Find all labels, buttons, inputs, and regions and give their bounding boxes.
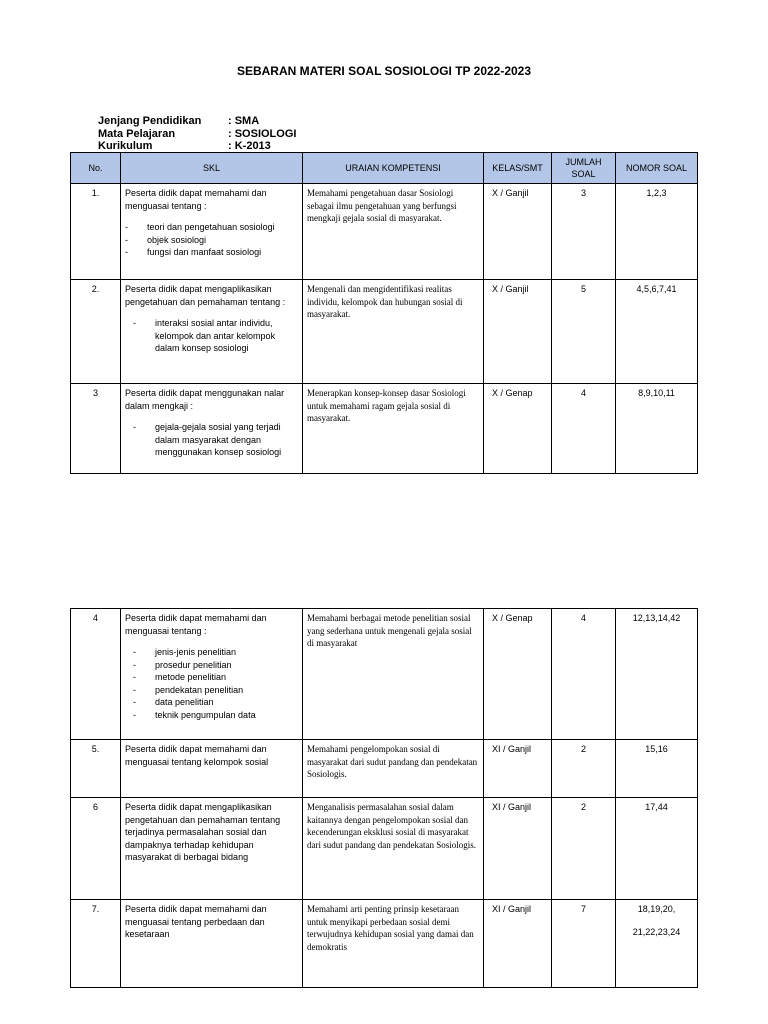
kelas-cell: X / Genap — [484, 609, 552, 740]
header-kelas: KELAS/SMT — [484, 153, 552, 184]
jumlah-cell: 2 — [552, 740, 616, 798]
meta-label: Mata Pelajaran — [98, 127, 176, 140]
uraian-cell: Memahami pengelompokan sosial di masyarakat dari sudut pandang dan pendekatan Sosiologis. — [303, 740, 484, 798]
nomor-text: 12,13,14,42 — [632, 613, 681, 623]
nomor-text: 1,2,3 — [646, 188, 667, 198]
skl-item-list — [125, 421, 298, 459]
uraian-cell: Mengenali dan mengidentifikasi realitas individu, kelompok dan hubungan sosial di masyarakat. — [303, 280, 484, 384]
skl-item: - gejala-gejala sosial yang terjadi dalam masyarakat dengan menggunakan konsep sosiologi — [133, 421, 298, 459]
meta-row-jenjang — [98, 115, 296, 128]
skl-text: Peserta didik dapat memahami dan menguasai tentang : — [125, 188, 267, 211]
table-row — [71, 740, 698, 798]
jumlah-cell: 7 — [552, 900, 616, 988]
jumlah-cell: 4 — [552, 609, 616, 740]
row-number: 6 — [71, 798, 121, 900]
skl-cell — [121, 740, 303, 798]
meta-value: : SOSIOLOGI — [228, 127, 297, 140]
skl-text: Peserta didik dapat memahami dan menguasai tentang kelompok sosial — [125, 744, 269, 767]
row-number: 2. — [71, 280, 121, 384]
uraian-cell: Memahami berbagai metode penelitian sosial yang sederhana untuk mengenali gejala sosial di masyarakat — [303, 609, 484, 740]
table-row — [71, 798, 698, 900]
row-number: 5. — [71, 740, 121, 798]
row-number: 4 — [71, 609, 121, 740]
document-title: SEBARAN MATERI SOAL SOSIOLOGI TP 2022-2023 — [236, 64, 532, 78]
jumlah-cell: 4 — [552, 384, 616, 474]
skl-item: - teknik pengumpulan data — [133, 709, 298, 722]
uraian-cell: Memahami pengetahuan dasar Sosiologi sebagai ilmu pengetahuan yang berfungsi mengkaji gejala sosial di masyarakat. — [303, 184, 484, 280]
jumlah-cell: 5 — [552, 280, 616, 384]
jumlah-cell: 2 — [552, 798, 616, 900]
skl-item: - objek sosiologi — [125, 234, 298, 247]
nomor-text: 8,9,10,11 — [638, 388, 675, 398]
nomor-cell — [616, 740, 698, 798]
table-row — [71, 900, 698, 988]
skl-text: Peserta didik dapat mengaplikasikan pengetahuan dan pemahaman tentang terjadinya permasalahan sosial dan dampaknya terhadap kehidupan masyarakat di berbagai bidang — [125, 802, 281, 862]
row-number: 3 — [71, 384, 121, 474]
skl-text: Peserta didik dapat menggunakan nalar dalam mengkaji : — [125, 388, 285, 411]
sebaran-table-page1 — [70, 152, 698, 474]
nomor-text: 15,16 — [645, 744, 668, 754]
header-uraian: URAIAN KOMPETENSI — [303, 153, 484, 184]
header-jumlah: JUMLAH SOAL — [552, 153, 616, 184]
skl-item: - teori dan pengetahuan sosiologi — [125, 221, 298, 234]
skl-cell — [121, 609, 303, 740]
nomor-cell — [616, 900, 698, 988]
skl-item-list — [125, 221, 298, 259]
skl-text: Peserta didik dapat memahami dan menguasai tentang perbedaan dan kesetaraan — [125, 904, 267, 939]
table-row — [71, 384, 698, 474]
skl-item: - prosedur penelitian — [133, 659, 298, 672]
skl-cell — [121, 184, 303, 280]
kelas-cell: XI / Ganjil — [484, 900, 552, 988]
table-row — [71, 609, 698, 740]
table-row — [71, 184, 698, 280]
kelas-cell: XI / Ganjil — [484, 740, 552, 798]
skl-text: Peserta didik dapat mengaplikasikan pengetahuan dan pemahaman tentang : — [125, 284, 286, 307]
meta-label: Kurikulum — [98, 140, 153, 152]
skl-item-list — [125, 646, 298, 721]
table-header-row — [71, 153, 698, 184]
header-skl: SKL — [121, 153, 303, 184]
nomor-cell — [616, 609, 698, 740]
nomor-text: 17,44 — [645, 802, 668, 812]
skl-cell — [121, 798, 303, 900]
skl-item: - interaksi sosial antar individu, kelompok dan antar kelompok dalam konsep sosiologi — [133, 317, 298, 355]
skl-item: - pendekatan penelitian — [133, 684, 298, 697]
nomor-text-continued: 21,22,23,24 — [632, 926, 681, 937]
kelas-cell: X / Genap — [484, 384, 552, 474]
meta-value: : SMA — [228, 115, 260, 127]
kelas-cell: X / Ganjil — [484, 280, 552, 384]
kelas-cell: XI / Ganjil — [484, 798, 552, 900]
skl-item: - fungsi dan manfaat sosiologi — [125, 246, 298, 259]
uraian-cell: Memahami arti penting prinsip kesetaraan untuk menyikapi perbedaan sosial demi terwujudnya kehidupan sosial yang damai dan demokratis — [303, 900, 484, 988]
skl-cell — [121, 900, 303, 988]
nomor-cell — [616, 280, 698, 384]
meta-row-mapel — [98, 128, 296, 141]
kelas-cell: X / Ganjil — [484, 184, 552, 280]
row-number: 7. — [71, 900, 121, 988]
nomor-text: 18,19,20, — [637, 904, 676, 914]
nomor-cell — [616, 384, 698, 474]
skl-item: - data penelitian — [133, 696, 298, 709]
uraian-cell: Menerapkan konsep-konsep dasar Sosiologi untuk memahami ragam gejala sosial di masyarakat. — [303, 384, 484, 474]
skl-text: Peserta didik dapat memahami dan menguasai tentang : — [125, 613, 267, 636]
header-nomor: NOMOR SOAL — [616, 153, 698, 184]
skl-item: - metode penelitian — [133, 671, 298, 684]
nomor-cell — [616, 798, 698, 900]
jumlah-cell: 3 — [552, 184, 616, 280]
meta-value: : K-2013 — [228, 140, 271, 152]
uraian-cell: Menganalisis permasalahan sosial dalam kaitannya dengan pengelompokan sosial dan kecenderungan eksklusi sosial di masyarakat dari sudut pandang dan pendekatan Sosiologis. — [303, 798, 484, 900]
skl-item: - jenis-jenis penelitian — [133, 646, 298, 659]
meta-label: Jenjang Pendidikan — [98, 115, 202, 127]
skl-cell — [121, 280, 303, 384]
table-row — [71, 280, 698, 384]
nomor-text: 4,5,6,7,41 — [636, 284, 677, 294]
skl-item-list — [125, 317, 298, 355]
row-number: 1. — [71, 184, 121, 280]
meta-row-kurikulum — [98, 140, 296, 153]
sebaran-table-page2 — [70, 608, 698, 988]
document-meta — [98, 115, 296, 153]
nomor-cell — [616, 184, 698, 280]
skl-cell — [121, 384, 303, 474]
header-no: No. — [71, 153, 121, 184]
